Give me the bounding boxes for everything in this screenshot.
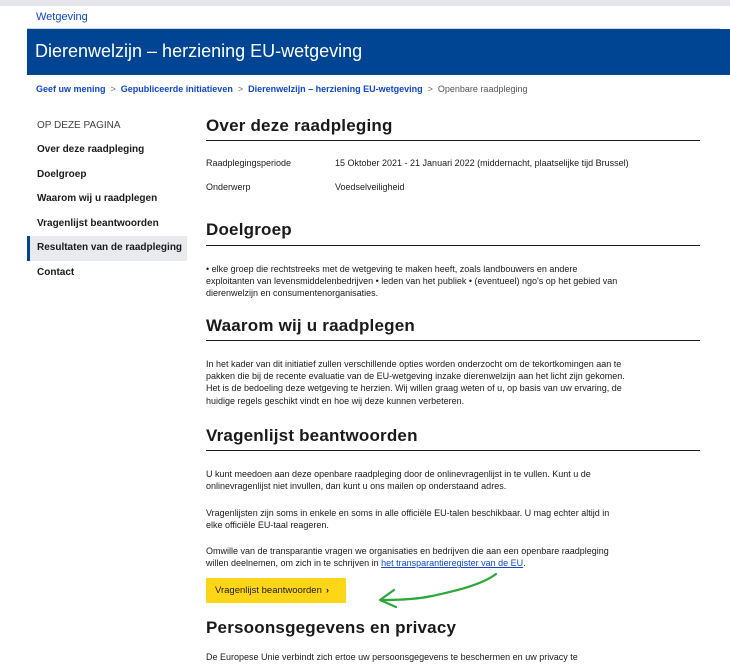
section-title-vragenlijst: Vragenlijst beantwoorden <box>206 426 418 445</box>
section-title-over: Over deze raadpleging <box>206 116 393 135</box>
chevron-right-icon: > <box>237 84 244 94</box>
nav-item-resultaten[interactable]: Resultaten van de raadpleging <box>27 236 187 261</box>
chevron-right-icon: > <box>427 84 433 94</box>
privacy-text: De Europese Unie verbindt zich ertoe uw persoonsgegevens te beschermen en uw privacy te <box>206 652 578 662</box>
top-strip <box>0 0 730 6</box>
vragenlijst-text-1: U kunt meedoen aan deze openbare raadpleging door de onlinevragenlijst in te vullen. Kunt u de onlinevragenlijst niet invullen, dan kunt u ons mailen op onderstaand adres. <box>206 469 591 492</box>
breadcrumb-link-geef-uw-mening[interactable]: Geef uw mening <box>36 84 106 94</box>
section-title-doelgroep: Doelgroep <box>206 220 292 239</box>
nav-item-waarom[interactable]: Waarom wij u raadplegen <box>37 193 158 204</box>
annotation-arrow-icon <box>370 570 510 610</box>
doelgroep-text: • elke groep die rechtstreeks met de wetgeving te maken heeft, zoals landbouwers en andere exploitanten van levensmiddelenbedrijven • leden van het publiek • (eventueel) ngo's op het gebied van dierenwelzijn en consumentenorganisaties. <box>206 264 618 299</box>
breadcrumb-current: Openbare raadpleging <box>437 84 528 94</box>
chevron-right-icon: › <box>325 585 330 596</box>
info-label-subject: Onderwerp <box>206 182 251 192</box>
page-banner <box>27 29 730 75</box>
chevron-right-icon: > <box>110 84 116 94</box>
section-divider <box>206 450 700 451</box>
breadcrumb-link-dierenwelzijn[interactable]: Dierenwelzijn – herziening EU-wetgeving <box>248 84 423 94</box>
breadcrumb <box>36 84 527 94</box>
nav-item-vragenlijst[interactable]: Vragenlijst beantwoorden <box>37 217 159 229</box>
nav-heading: OP DEZE PAGINA <box>37 120 121 131</box>
info-label-period: Raadplegingsperiode <box>206 158 292 168</box>
section-divider <box>206 340 700 341</box>
nav-item-contact[interactable]: Contact <box>37 266 75 278</box>
waarom-text: In het kader van dit initiatief zullen verschillende opties worden onderzocht om de tekortkomingen aan te pakken die bij de recente evaluatie van de EU-wetgeving inzake dierenwelzijn aan het licht zijn gekomen. Het is de bedoeling deze wetgeving te herzien. Wij willen graag weten of u, op basis van uw ervaring, de huidige regels geschikt vindt en hoe wij deze kunnen verbeteren. <box>206 359 625 406</box>
vragenlijst-text-3-end: . <box>523 558 526 569</box>
section-divider <box>206 140 700 141</box>
site-link-wetgeving[interactable]: Wetgeving <box>36 11 88 23</box>
info-value-subject: Voedselveiligheid <box>335 182 405 192</box>
vragenlijst-text-3-body: Omwille van de transparantie vragen we organisaties en bedrijven die aan een openbare raadpleging willen deelnemen, om zich in te schrijven in <box>206 546 609 569</box>
section-divider <box>206 245 700 246</box>
nav-item-doelgroep[interactable]: Doelgroep <box>37 168 87 180</box>
vragenlijst-text-2: Vragenlijsten zijn soms in enkele en soms in alle officiële EU-talen beschikbaar. U mag echter altijd in elke officiële EU-taal reageren. <box>206 508 610 531</box>
nav-item-over-deze-raadpleging[interactable]: Over deze raadpleging <box>37 144 145 155</box>
answer-questionnaire-button[interactable] <box>206 578 346 603</box>
transparency-register-link[interactable]: het transparantieregister van de EU <box>381 558 524 569</box>
section-title-waarom: Waarom wij u raadplegen <box>206 316 415 335</box>
breadcrumb-link-gepubliceerde-initiatieven[interactable]: Gepubliceerde initiatieven <box>120 84 233 94</box>
info-value-period: 15 Oktober 2021 - 21 Januari 2022 (middernacht, plaatselijke tijd Brussel) <box>335 158 629 168</box>
page-navigation <box>27 116 187 285</box>
page-title: Dierenwelzijn – herziening EU-wetgeving <box>35 41 363 61</box>
answer-questionnaire-label: Vragenlijst beantwoorden <box>215 585 322 596</box>
section-title-privacy: Persoonsgegevens en privacy <box>206 618 457 637</box>
vragenlijst-text-3 <box>206 545 626 569</box>
